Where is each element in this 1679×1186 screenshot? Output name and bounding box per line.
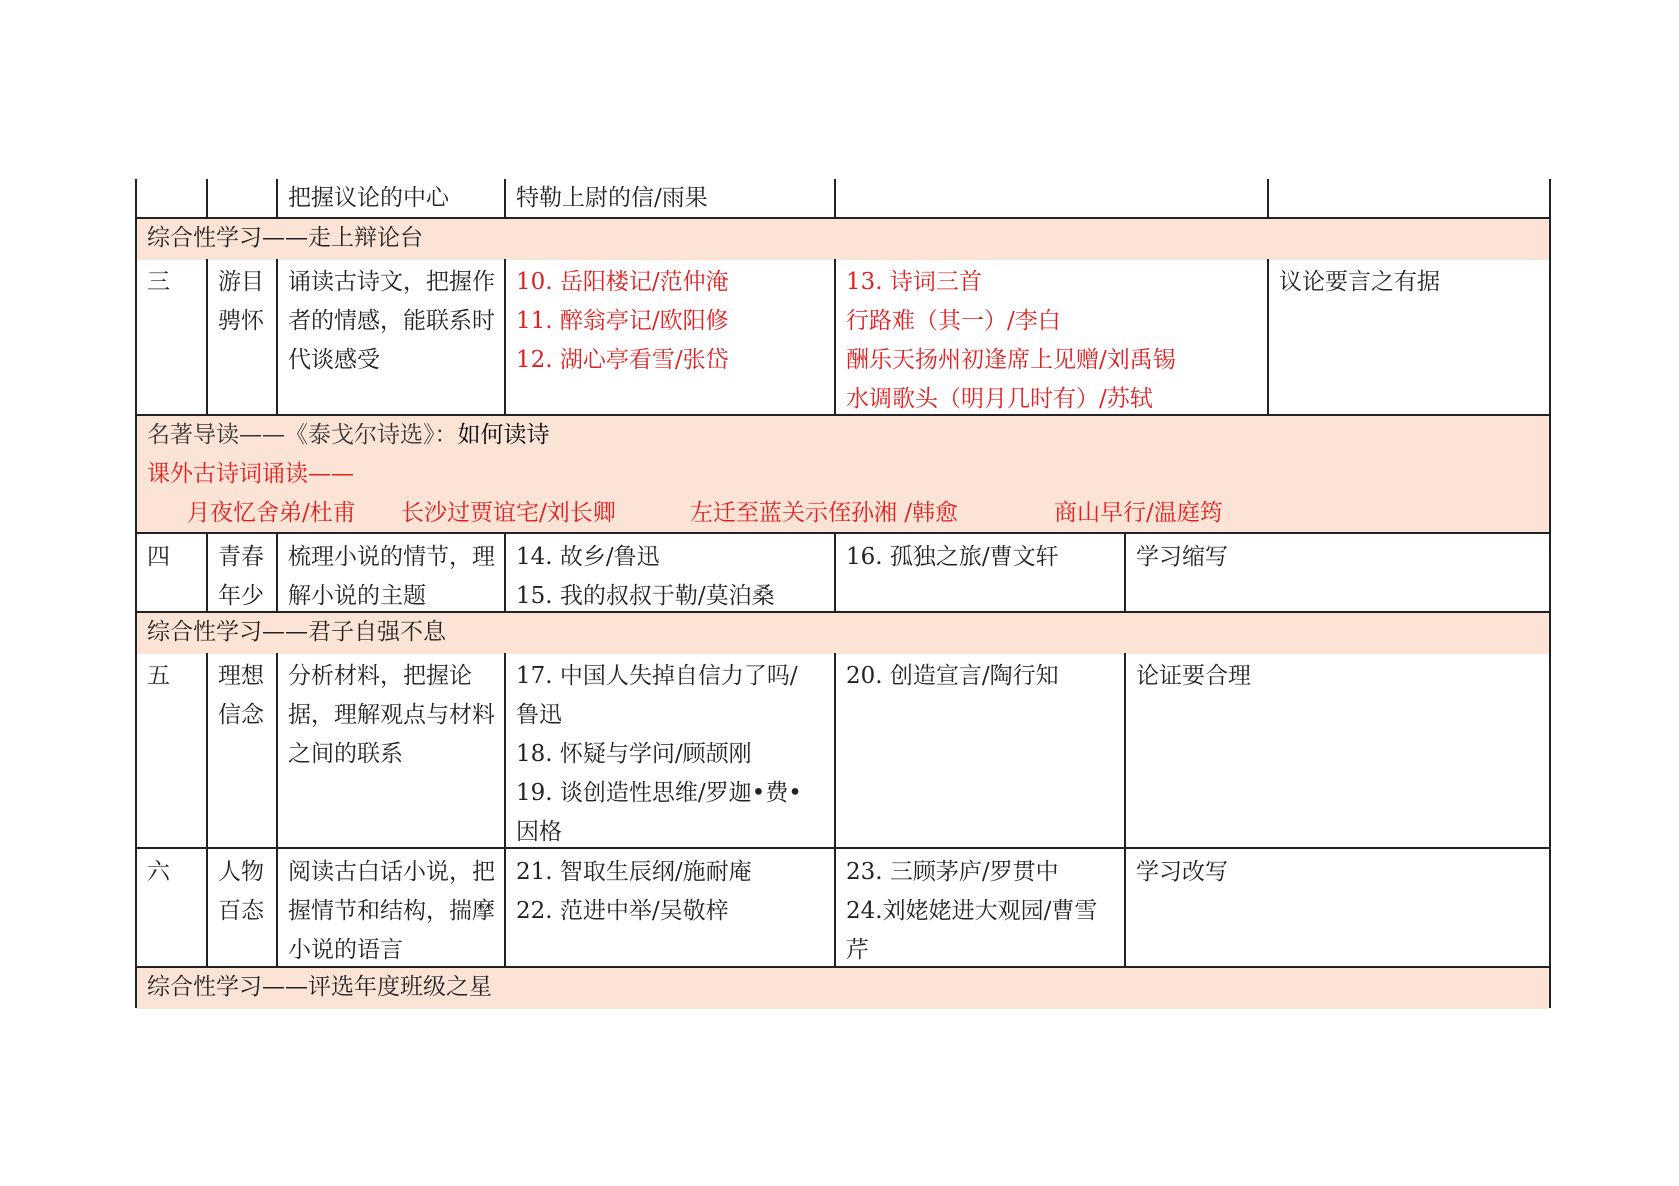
cell-texts	[506, 534, 836, 611]
writing-task: 学习改写	[1136, 859, 1228, 885]
cell-writing	[1269, 259, 1549, 414]
band-row	[135, 219, 1551, 259]
cell-texts	[506, 259, 836, 414]
cell-texts	[506, 653, 836, 847]
theme-line: 骋怀	[218, 308, 264, 334]
unit-number: 六	[147, 859, 170, 885]
goal-line: 梳理小说的情节，理	[288, 544, 495, 570]
reading-guide-prefix: 名著导读——《泰戈尔诗选》：	[147, 422, 458, 448]
cell-unit-num	[137, 259, 208, 414]
cell-writing	[1126, 849, 1549, 966]
cell-theme	[208, 179, 278, 217]
reading-guide	[147, 416, 1539, 455]
cell-goal	[278, 179, 506, 217]
goal-line: 代谈感受	[288, 347, 380, 373]
goal-line: 握情节和结构，揣摩	[288, 898, 495, 924]
goal-text: 把握议论的中心	[288, 185, 449, 211]
poem-item: 商山早行/温庭筠	[1054, 500, 1223, 526]
band-row	[135, 968, 1551, 1008]
theme-line: 青春	[218, 544, 264, 570]
extra-item: 24.刘姥姥进大观园/曹雪	[846, 898, 1098, 924]
cell-unit-num	[137, 653, 208, 847]
cell-extra	[836, 259, 1269, 414]
cell-texts	[506, 849, 836, 966]
cell-unit-num	[137, 534, 208, 611]
goal-line: 小说的语言	[288, 937, 403, 963]
theme-line: 百态	[218, 898, 264, 924]
extra-item: 芹	[846, 937, 869, 963]
extra-item: 16. 孤独之旅/曹文轩	[846, 544, 1059, 570]
text-item: 12. 湖心亭看雪/张岱	[516, 347, 729, 373]
text-item: 10. 岳阳楼记/范仲淹	[516, 269, 729, 295]
writing-task: 学习缩写	[1136, 544, 1228, 570]
poem-item: 月夜忆舍弟/杜甫	[187, 500, 356, 526]
text-item: 14. 故乡/鲁迅	[516, 544, 660, 570]
text-item: 特勒上尉的信/雨果	[516, 185, 708, 211]
cell-goal	[278, 259, 506, 414]
theme-line: 信念	[218, 702, 264, 728]
band-row	[135, 613, 1551, 653]
cell-unit-num	[137, 179, 208, 217]
cell-goal	[278, 653, 506, 847]
curriculum-table	[135, 179, 1551, 1008]
cell-goal	[278, 534, 506, 611]
text-item: 19. 谈创造性思维/罗迦•费•	[516, 780, 802, 806]
theme-line: 人物	[218, 859, 264, 885]
cell-theme	[208, 259, 278, 414]
goal-line: 诵读古诗文，把握作	[288, 269, 495, 295]
extra-item: 20. 创造宣言/陶行知	[846, 663, 1059, 689]
poem-item: 左迁至蓝关示侄孙湘 /韩愈	[690, 500, 959, 526]
theme-line: 游目	[218, 269, 264, 295]
text-item: 因格	[516, 819, 562, 845]
extra-item: 酬乐天扬州初逢席上见赠/刘禹锡	[846, 347, 1176, 373]
poem-list	[147, 494, 1539, 533]
cell-texts	[506, 179, 836, 217]
writing-task: 论证要合理	[1136, 663, 1251, 689]
unit-number: 五	[147, 663, 170, 689]
band-row-reading	[135, 416, 1551, 534]
theme-line: 理想	[218, 663, 264, 689]
extra-item: 行路难（其一）/李白	[846, 308, 1061, 334]
cell-extra	[836, 849, 1126, 966]
cell-unit-num	[137, 849, 208, 966]
cell-writing	[1269, 179, 1549, 217]
poem-reading-label: 课外古诗词诵读——	[147, 461, 354, 487]
band-label: 综合性学习——君子自强不息	[147, 619, 446, 645]
cell-writing	[1126, 534, 1549, 611]
table-row-unit-6	[135, 849, 1551, 968]
band-text	[137, 219, 1549, 260]
goal-line: 据，理解观点与材料	[288, 702, 495, 728]
band-text	[137, 416, 1549, 532]
text-item: 21. 智取生辰纲/施耐庵	[516, 859, 752, 885]
writing-task: 议论要言之有据	[1279, 269, 1440, 295]
theme-line: 年少	[218, 583, 264, 609]
extra-item: 23. 三顾茅庐/罗贯中	[846, 859, 1059, 885]
table-row-unit-3	[135, 259, 1551, 416]
cell-writing	[1126, 653, 1549, 847]
text-item: 11. 醉翁亭记/欧阳修	[516, 308, 729, 334]
band-label: 综合性学习——评选年度班级之星	[147, 974, 492, 1000]
goal-line: 分析材料，把握论	[288, 663, 472, 689]
cell-extra	[836, 179, 1269, 217]
unit-number: 四	[147, 544, 170, 570]
cell-theme	[208, 534, 278, 611]
cell-extra	[836, 653, 1126, 847]
table-row-unit-5	[135, 653, 1551, 849]
cell-theme	[208, 849, 278, 966]
text-item: 鲁迅	[516, 702, 562, 728]
poem-item: 长沙过贾谊宅/刘长卿	[401, 500, 616, 526]
unit-number: 三	[147, 269, 170, 295]
table-row-continued	[135, 179, 1551, 219]
cell-extra	[836, 534, 1126, 611]
cell-theme	[208, 653, 278, 847]
goal-line: 阅读古白话小说，把	[288, 859, 495, 885]
goal-line: 之间的联系	[288, 741, 403, 767]
extra-item: 13. 诗词三首	[846, 269, 982, 295]
text-item: 18. 怀疑与学问/顾颉刚	[516, 741, 752, 767]
text-item: 17. 中国人失掉自信力了吗/	[516, 663, 798, 689]
band-text	[137, 613, 1549, 654]
goal-line: 解小说的主题	[288, 583, 426, 609]
band-label: 综合性学习——走上辩论台	[147, 225, 423, 251]
extra-item: 水调歌头（明月几时有）/苏轼	[846, 386, 1153, 412]
text-item: 15. 我的叔叔于勒/莫泊桑	[516, 583, 775, 609]
reading-guide-suffix: 如何读诗	[457, 422, 550, 448]
band-text	[137, 968, 1549, 1009]
text-item: 22. 范进中举/吴敬梓	[516, 898, 729, 924]
cell-goal	[278, 849, 506, 966]
table-row-unit-4	[135, 534, 1551, 613]
goal-line: 者的情感，能联系时	[288, 308, 495, 334]
